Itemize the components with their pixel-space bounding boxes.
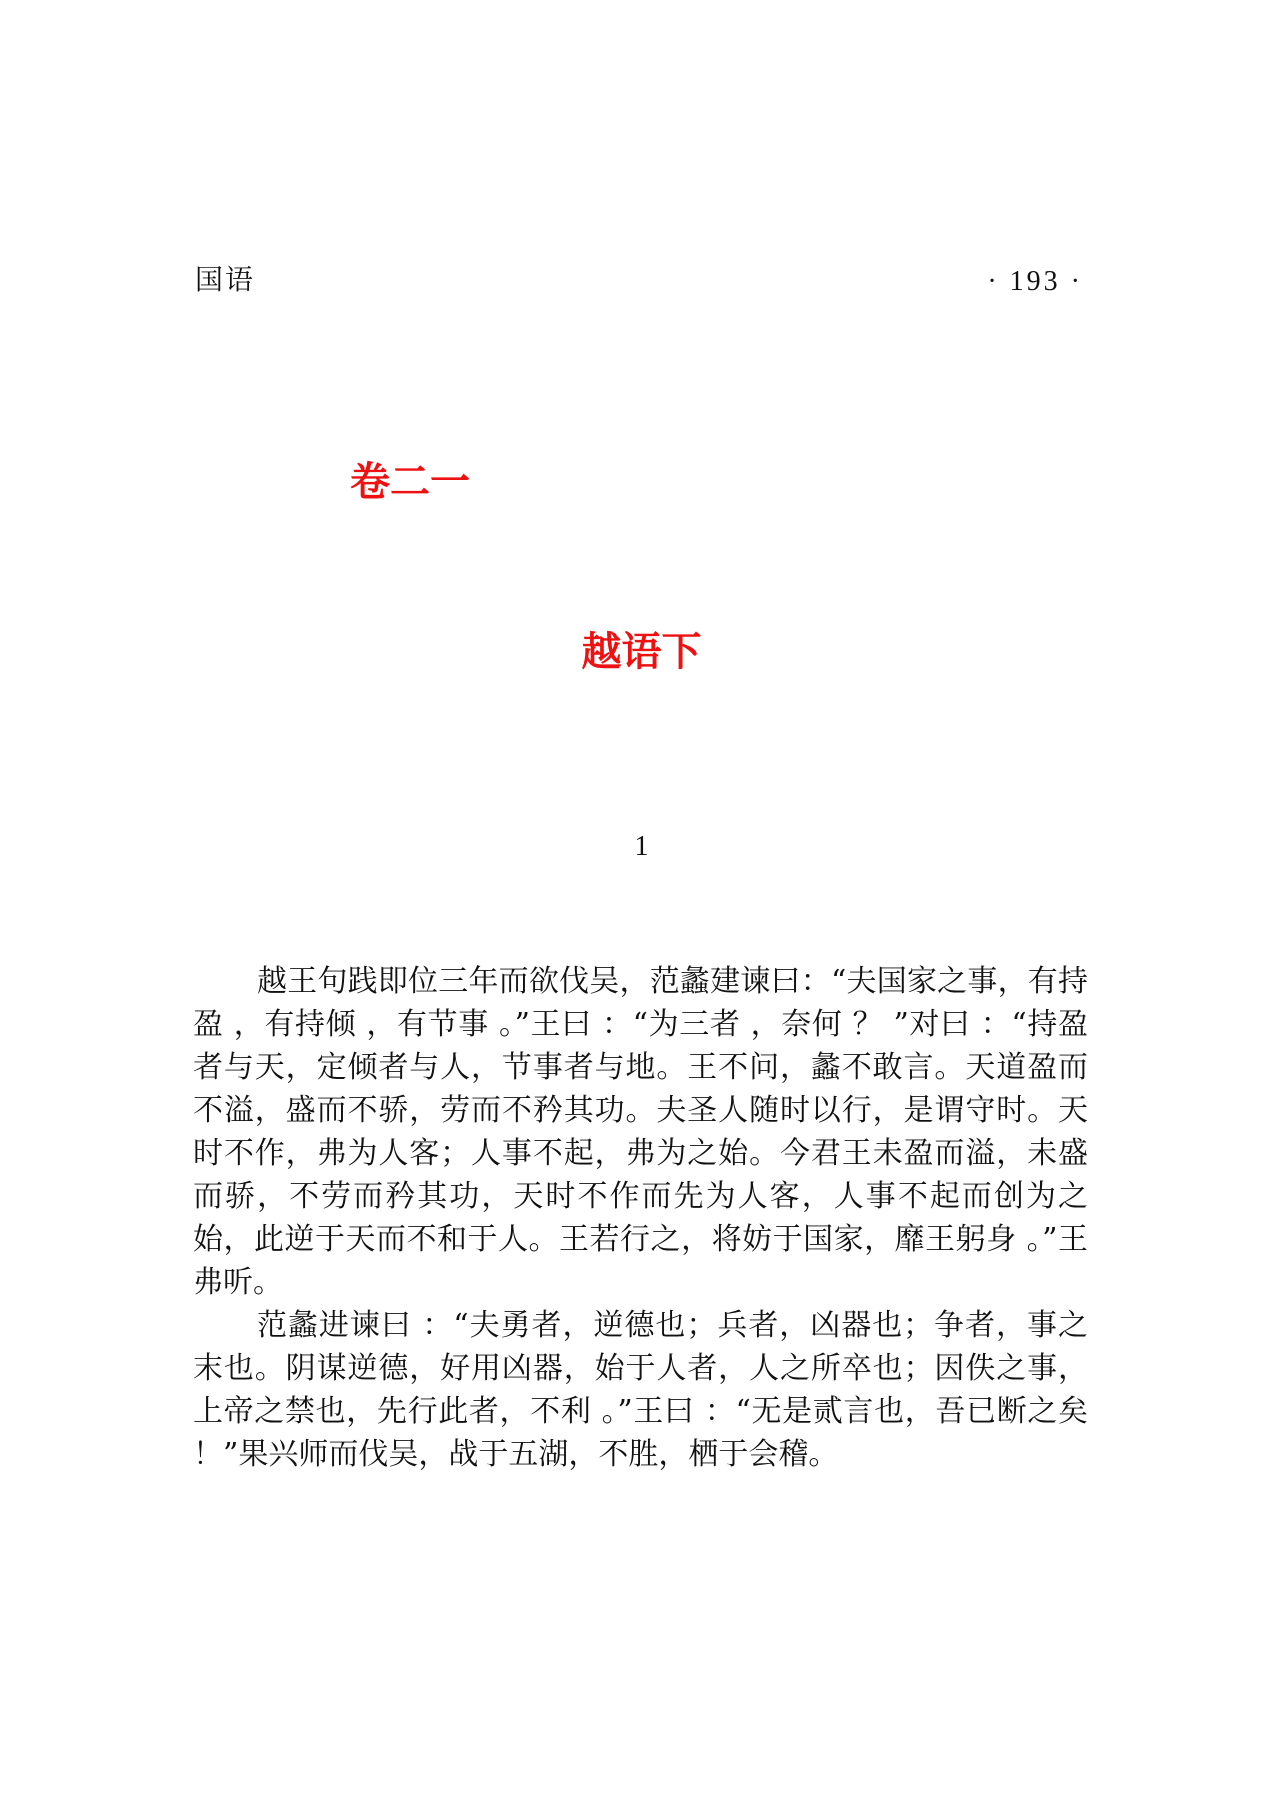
page-number: · 193 ·: [987, 266, 1083, 297]
paragraph: 范蠡进谏曰 ：“夫勇者，逆德也；兵者，凶器也；争者，事之末也。阴谋逆德，好用凶器，始于人者，人之所卒也；因佚之事，上帝之禁也，先行此者，不利 。”王曰 ：“无是贰言也，吾已断之矣 ！”果兴师而伐吴，战于五湖，不胜，栖于会稽。: [193, 1308, 1088, 1472]
body-text: [193, 960, 1088, 1476]
running-title: 国语: [195, 263, 256, 296]
paragraph: 越王句践即位三年而欲伐吴，范蠡建谏曰：“夫国家之事，有持盈 ，有持倾 ，有节事 。”王曰 ：“为三者 ，奈何 ？ ”对曰 ：“持盈者与天，定倾者与人，节事者与地。王不问，蠡不敢言。天道盈而不溢，盛而不骄，劳而不矜其功。夫圣人随时以行，是谓守时。天时不作，弗为人客；人事不起，弗为之始。今君王未盈而溢，未盛而骄，不劳而矜其功，天时不作而先为人客，人事不起而创为之始，此逆于天而不和于人。王若行之，将妨于国家，靡王躬身 。”王弗听。: [193, 964, 1088, 1300]
volume-title: 卷二一: [350, 459, 470, 505]
section-number: 1: [634, 831, 649, 862]
chapter-title: 越语下: [581, 629, 702, 675]
